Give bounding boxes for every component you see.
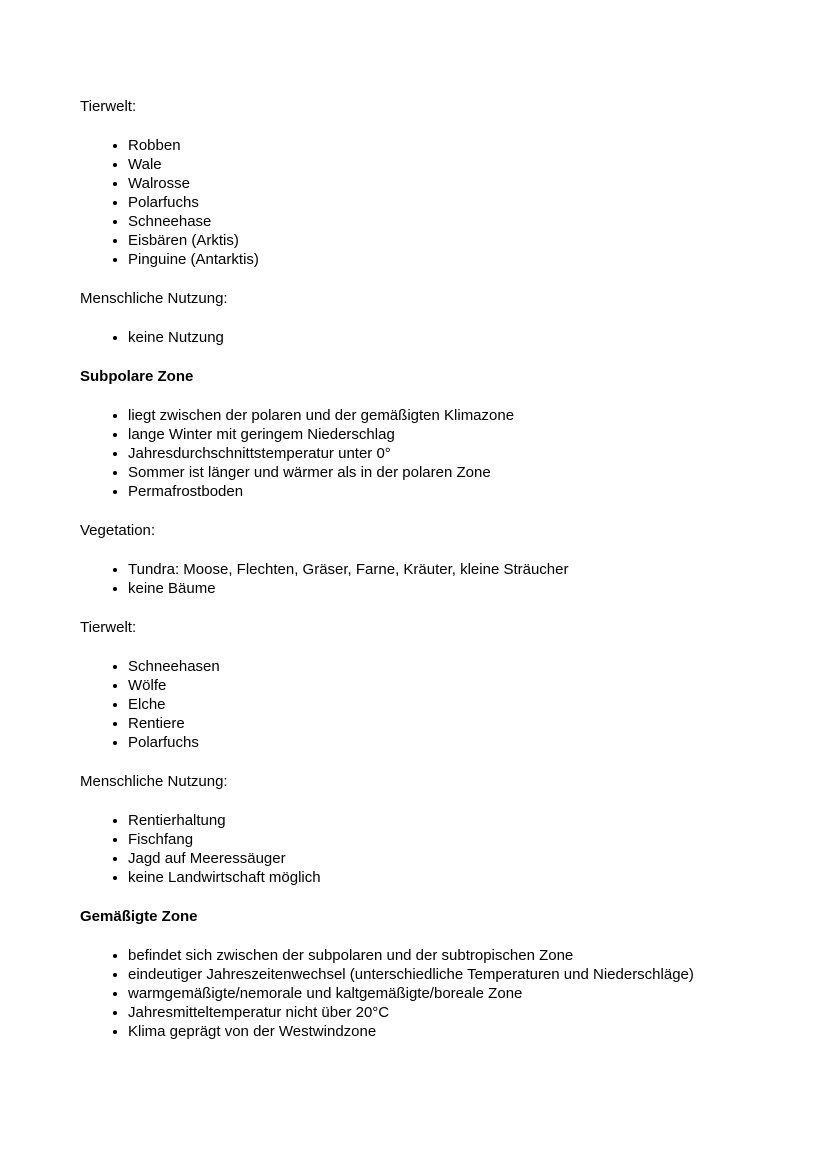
list-item: • Pinguine (Antarktis) xyxy=(128,250,748,269)
facts-list-temperate xyxy=(80,946,748,1041)
section-label-tierwelt-1: Tierwelt: xyxy=(80,98,137,115)
list-item: • Walrosse xyxy=(128,174,748,193)
list-item: • Polarfuchs xyxy=(128,733,748,752)
list-item: • Wölfe xyxy=(128,676,748,695)
animal-list-subpolar xyxy=(80,657,748,752)
list-item: • keine Bäume xyxy=(128,579,748,598)
list-item: • Rentiere xyxy=(128,714,748,733)
list-item: • Klima geprägt von der Westwindzone xyxy=(128,1022,748,1041)
list-item: • Robben xyxy=(128,136,748,155)
animal-list-polar xyxy=(80,136,748,269)
list-item: • Jahresdurchschnittstemperatur unter 0° xyxy=(128,444,748,463)
list-item: • Wale xyxy=(128,155,748,174)
list-item: • Elche xyxy=(128,695,748,714)
list-item: • liegt zwischen der polaren und der gemäßigten Klimazone xyxy=(128,406,748,425)
list-item: • Fischfang xyxy=(128,830,748,849)
list-item: • Schneehasen xyxy=(128,657,748,676)
vegetation-list-subpolar xyxy=(80,560,748,598)
list-item: • Rentierhaltung xyxy=(128,811,748,830)
section-heading-gemaessigte-zone: Gemäßigte Zone xyxy=(80,908,198,925)
list-item: • warmgemäßigte/nemorale und kaltgemäßigte/boreale Zone xyxy=(128,984,748,1003)
section-label-nutzung-1: Menschliche Nutzung: xyxy=(80,290,228,307)
list-item: • Tundra: Moose, Flechten, Gräser, Farne, Kräuter, kleine Sträucher xyxy=(128,560,748,579)
section-label-tierwelt-2: Tierwelt: xyxy=(80,619,137,636)
facts-list-subpolar xyxy=(80,406,748,501)
usage-list-subpolar xyxy=(80,811,748,887)
list-item: • Schneehase xyxy=(128,212,748,231)
list-item: • befindet sich zwischen der subpolaren und der subtropischen Zone xyxy=(128,946,748,965)
usage-list-polar xyxy=(80,328,748,347)
list-item: • Jahresmitteltemperatur nicht über 20°C xyxy=(128,1003,748,1022)
list-item: • Permafrostboden xyxy=(128,482,748,501)
list-item: • Polarfuchs xyxy=(128,193,748,212)
list-item: • lange Winter mit geringem Niederschlag xyxy=(128,425,748,444)
list-item: • eindeutiger Jahreszeitenwechsel (unterschiedliche Temperaturen und Niederschläge) xyxy=(128,965,748,984)
list-item: • keine Nutzung xyxy=(128,328,748,347)
section-label-nutzung-2: Menschliche Nutzung: xyxy=(80,773,228,790)
section-label-vegetation: Vegetation: xyxy=(80,522,156,539)
list-item: • keine Landwirtschaft möglich xyxy=(128,868,748,887)
list-item: • Jagd auf Meeressäuger xyxy=(128,849,748,868)
list-item: • Eisbären (Arktis) xyxy=(128,231,748,250)
list-item: • Sommer ist länger und wärmer als in der polaren Zone xyxy=(128,463,748,482)
section-heading-subpolare-zone: Subpolare Zone xyxy=(80,368,194,385)
